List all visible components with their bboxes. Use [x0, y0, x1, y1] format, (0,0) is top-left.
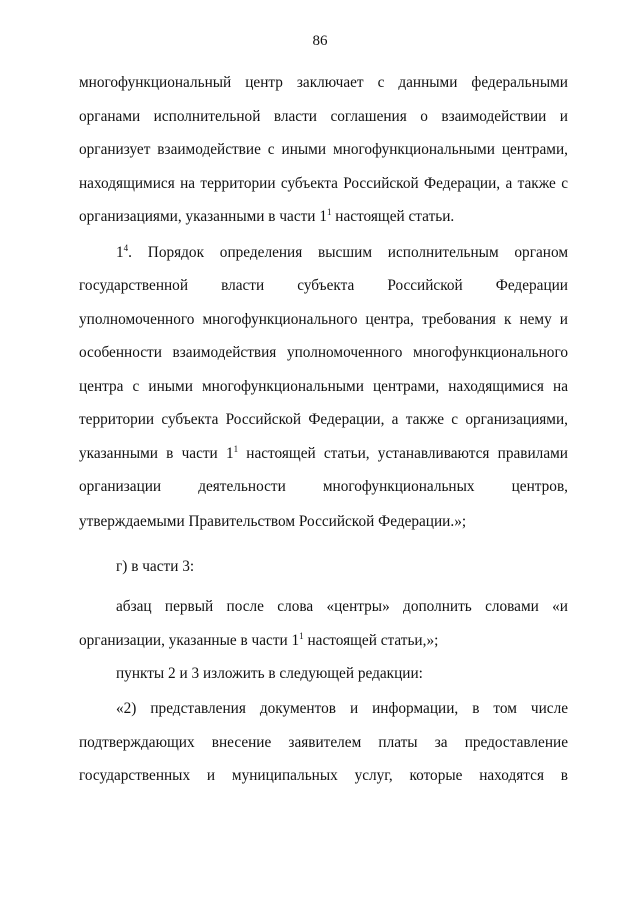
text-line — [79, 310, 568, 330]
text-line — [79, 766, 568, 786]
text-line — [79, 444, 568, 464]
text-line-content: пункты 2 и 3 изложить в следующей редакции: — [116, 665, 423, 682]
text-line-content: центра с иными многофункциональными центрами, находящимися на — [79, 378, 568, 395]
text-line-continuation: настоящей статьи, устанавливаются правилами — [238, 445, 568, 462]
text-line-continuation: настоящей статьи,»; — [303, 632, 439, 649]
text-line-content: находящимися на территории субъекта Российской Федерации, а также с — [79, 175, 568, 192]
superscript: 4 — [123, 243, 129, 253]
text-line-content: организации деятельности многофункциональных центров, — [79, 478, 568, 495]
text-line — [116, 557, 568, 577]
text-line-continuation: настоящей статьи. — [331, 208, 455, 225]
text-line-content: 1 — [116, 244, 124, 261]
text-line-content: г) в части 3: — [116, 558, 195, 575]
text-line — [116, 243, 568, 263]
text-line-content: многофункциональный центр заключает с данными федеральными — [79, 74, 568, 91]
text-line-content: организации, указанные в части 1 — [79, 632, 300, 649]
text-line — [79, 276, 568, 296]
text-line — [79, 733, 568, 753]
text-line — [116, 664, 568, 684]
text-line — [116, 699, 568, 719]
text-line-content: указанными в части 1 — [79, 445, 234, 462]
text-line-content: уполномоченного многофункционального центра, требования к нему и — [79, 311, 568, 328]
text-line-content: государственной власти субъекта Российской Федерации — [79, 277, 568, 294]
text-line — [79, 174, 568, 194]
text-line-content: государственных и муниципальных услуг, которые находятся в — [79, 767, 568, 784]
text-line-content: организациями, указанными в части 1 — [79, 208, 327, 225]
text-line-content: особенности взаимодействия уполномоченного многофункционального — [79, 344, 568, 361]
superscript: 1 — [299, 631, 304, 641]
text-line-content: территории субъекта Российской Федерации, а также с организациями, — [79, 411, 568, 428]
text-line — [79, 140, 568, 160]
text-line — [79, 73, 568, 93]
text-line-content: абзац первый после слова «центры» дополнить словами «и — [116, 598, 568, 615]
text-line — [79, 512, 568, 532]
text-line-content: подтверждающих внесение заявителем платы за предоставление — [79, 734, 568, 751]
superscript: 1 — [326, 207, 332, 217]
page-number: 86 — [312, 33, 328, 49]
text-line — [79, 477, 568, 497]
text-line — [79, 343, 568, 363]
text-line-content: «2) представления документов и информации, в том числе — [116, 700, 568, 717]
text-line-continuation: . Порядок определения высшим исполнительным органом — [128, 244, 568, 261]
text-line-content: утверждаемыми Правительством Российской Федерации.»; — [79, 513, 467, 530]
text-line-content: организует взаимодействие с иными многофункциональными центрами, — [79, 141, 568, 158]
text-line — [79, 410, 568, 430]
text-line — [79, 631, 568, 651]
text-line-content: органами исполнительной власти соглашения о взаимодействии и — [79, 108, 568, 125]
text-line — [79, 107, 568, 127]
superscript: 1 — [233, 444, 239, 454]
text-line — [79, 377, 568, 397]
text-line — [116, 597, 568, 617]
text-line — [79, 207, 568, 227]
